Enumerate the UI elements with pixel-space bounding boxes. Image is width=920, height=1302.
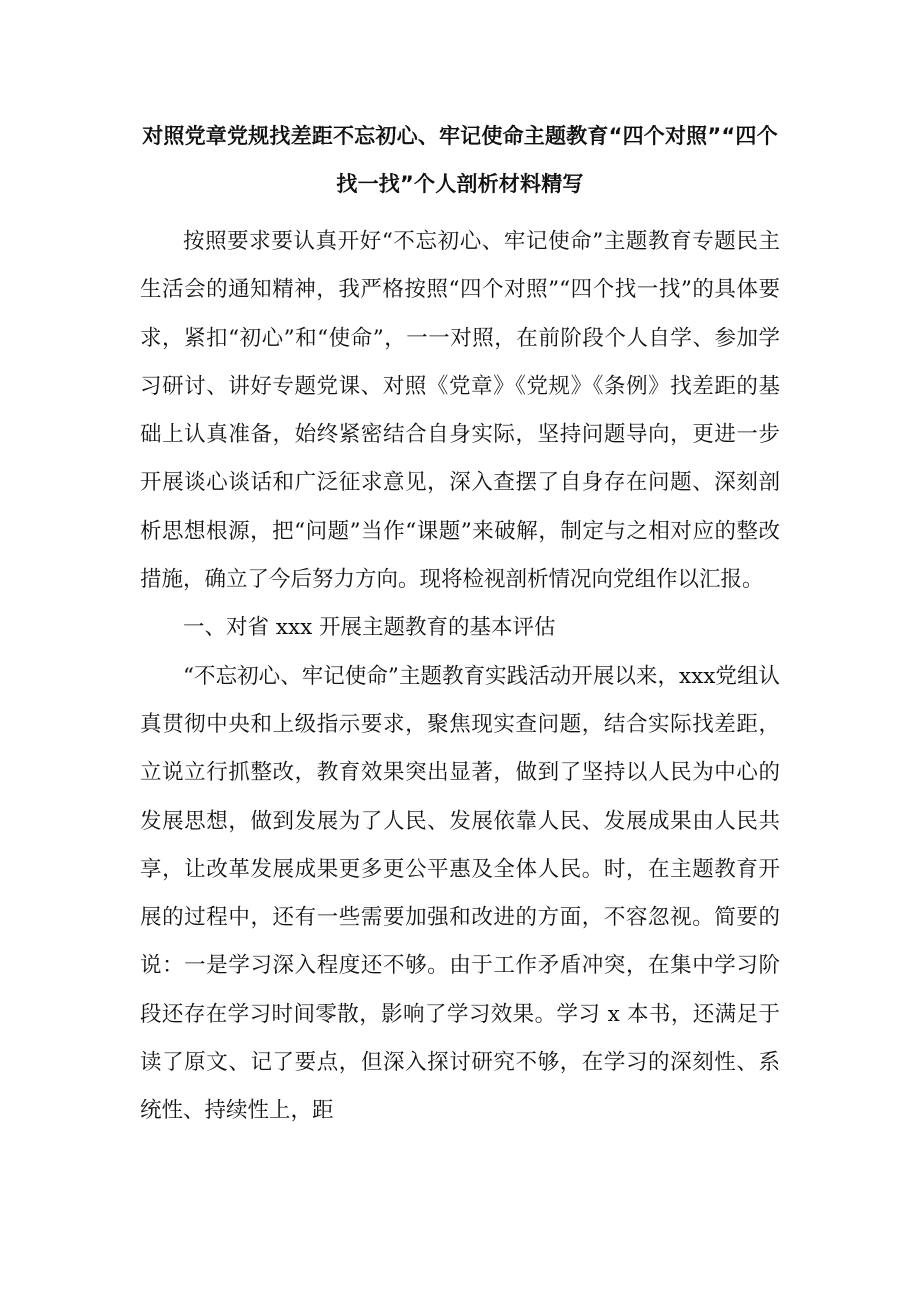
body-paragraph: “不忘初心、牢记使命”主题教育实践活动开展以来，xxx党组认真贯彻中央和上级指示要求，聚焦现实查问题，结合实际找差距，立说立行抓整改，教育效果突出显著，做到了坚持以人民为中心的发展思想，做到发展为了人民、发展依靠人民、发展成果由人民共享，让改革发展成果更多更公平惠及全体人民。时，在主题教育开展的过程中，还有一些需要加强和改进的方面，不容忽视。简要的说：一是学习深入程度还不够。由于工作矛盾冲突，在集中学习阶段还存在学习时间零散，影响了学习效果。学习 x 本书，还满足于读了原文、记了要点，但深入探讨研究不够，在学习的深刻性、系统性、持续性上，距 bbox=[140, 663, 780, 1124]
section-heading: 一、对省 xxx 开展主题教育的基本评估 bbox=[183, 615, 556, 641]
document-title: 对照党章党规找差距不忘初心、牢记使命主题教育“四个对照”“四个找一找”个人剖析材料精写 bbox=[142, 124, 778, 196]
intro-paragraph: 按照要求要认真开好“不忘初心、牢记使命”主题教育专题民主生活会的通知精神，我严格按照“四个对照”“四个找一找”的具体要求，紧扣“初心”和“使命”，一一对照，在前阶段个人自学、参加学习研讨、讲好专题党课、对照《党章》《党规》《条例》找差距的基础上认真准备，始终紧密结合自身实际，坚持问题导向，更进一步开展谈心谈话和广泛征求意见，深入查摆了自身存在问题、深刻剖析思想根源，把“问题”当作“课题”来破解，制定与之相对应的整改措施，确立了今后努力方向。现将检视剖析情况向党组作以汇报。 bbox=[140, 229, 780, 593]
document-page bbox=[140, 112, 780, 1136]
